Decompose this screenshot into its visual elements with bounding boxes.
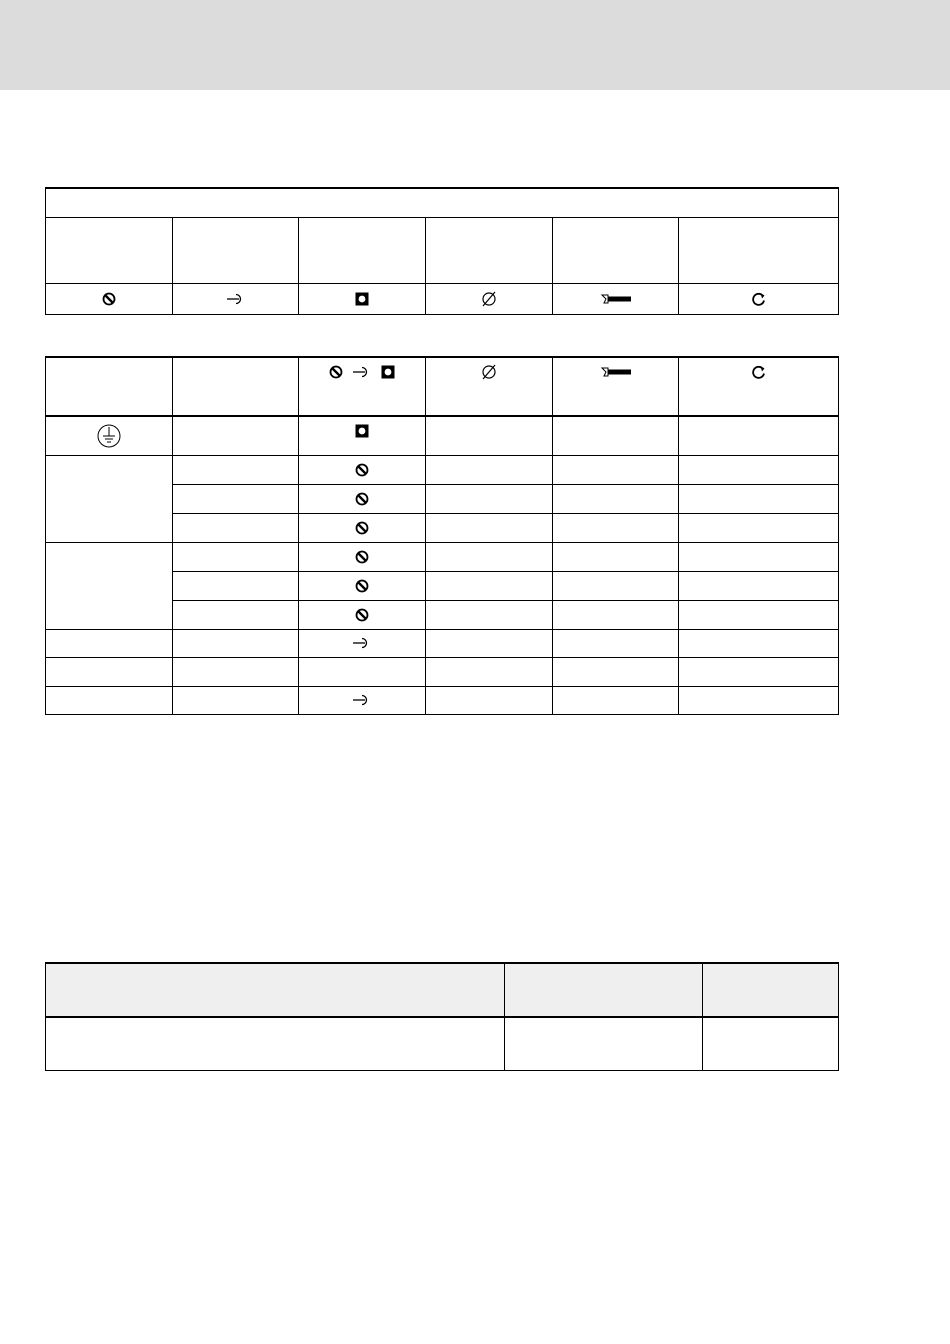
- legend-caption: [46, 188, 839, 217]
- screw-slotted-icon: [355, 550, 369, 564]
- group-b-cell: [46, 542, 173, 629]
- legend-icon-cell: [173, 283, 299, 314]
- torque-icon: [751, 291, 767, 307]
- square-terminal-icon: [381, 365, 395, 379]
- spec-cell: [426, 657, 553, 686]
- spec-icon-cell: [299, 484, 426, 513]
- legend-icon-cell: [299, 283, 426, 314]
- screw-slotted-icon: [102, 292, 116, 306]
- spec-cell: [553, 629, 679, 657]
- spec-cell: [426, 455, 553, 484]
- screw-slotted-icon: [355, 492, 369, 506]
- ground-cell: [46, 416, 173, 455]
- spec-cell: [46, 629, 173, 657]
- screw-slotted-icon: [355, 521, 369, 535]
- spec-cell: [46, 657, 173, 686]
- spec-cell: [679, 571, 839, 600]
- screw-slotted-icon: [355, 463, 369, 477]
- spec-cell: [679, 629, 839, 657]
- spec-cell: [553, 571, 679, 600]
- spec-header-cell: [46, 357, 173, 416]
- spec-header-torque-cell: [679, 357, 839, 416]
- summary-table: [45, 962, 839, 1071]
- spec-cell: [426, 416, 553, 455]
- spec-cell: [173, 513, 299, 542]
- legend-header-cell: [173, 217, 299, 283]
- spec-cell: [553, 455, 679, 484]
- legend-header-cell: [46, 217, 173, 283]
- spec-cell: [553, 542, 679, 571]
- spec-icon-cell: [299, 416, 426, 455]
- summary-header-cell: [505, 963, 703, 1017]
- arrow-insert-icon: [226, 292, 246, 306]
- summary-cell: [703, 1017, 839, 1070]
- arrow-insert-icon: [352, 636, 372, 650]
- spec-header-strip-cell: [553, 357, 679, 416]
- spec-cell: [426, 513, 553, 542]
- spec-cell: [426, 686, 553, 714]
- arrow-insert-icon: [352, 693, 372, 707]
- spec-icon-cell: [299, 629, 426, 657]
- square-terminal-icon: [355, 424, 369, 438]
- spec-cell: [679, 416, 839, 455]
- spec-icon-cell: [299, 600, 426, 629]
- diameter-icon: [481, 364, 497, 380]
- spec-icon-cell: [299, 455, 426, 484]
- spec-cell: [553, 416, 679, 455]
- screw-slotted-icon: [329, 365, 343, 379]
- spec-cell: [426, 542, 553, 571]
- spec-cell: [679, 657, 839, 686]
- terminal-spec-table: [45, 356, 839, 715]
- spec-header-cell: [173, 357, 299, 416]
- square-terminal-icon: [355, 292, 369, 306]
- diameter-icon: [481, 291, 497, 307]
- spec-cell: [553, 513, 679, 542]
- legend-header-cell: [299, 217, 426, 283]
- spec-cell: [679, 542, 839, 571]
- legend-icon-cell: [553, 283, 679, 314]
- symbol-legend-table: [45, 187, 839, 315]
- spec-cell: [173, 571, 299, 600]
- spec-cell: [553, 657, 679, 686]
- spec-icon-cell: [299, 513, 426, 542]
- spec-cell: [679, 484, 839, 513]
- summary-cell: [505, 1017, 703, 1070]
- summary-header-cell: [46, 963, 505, 1017]
- legend-icon-cell: [426, 283, 553, 314]
- spec-cell: [173, 455, 299, 484]
- spec-cell: [553, 686, 679, 714]
- spec-icon-cell: [299, 571, 426, 600]
- group-a-cell: [46, 455, 173, 542]
- spec-cell: [553, 484, 679, 513]
- spec-icon-cell: [299, 686, 426, 714]
- spec-cell: [173, 686, 299, 714]
- spec-cell: [679, 455, 839, 484]
- spec-cell: [426, 571, 553, 600]
- spec-cell: [679, 513, 839, 542]
- strip-length-icon: [600, 365, 632, 379]
- legend-icon-cell: [46, 283, 173, 314]
- ground-icon: [96, 423, 122, 449]
- torque-icon: [751, 364, 767, 380]
- spec-cell: [426, 629, 553, 657]
- arrow-insert-icon: [352, 365, 372, 379]
- legend-header-cell: [679, 217, 839, 283]
- spec-header-diameter-cell: [426, 357, 553, 416]
- spec-cell: [173, 416, 299, 455]
- strip-length-icon: [600, 292, 632, 306]
- spec-cell: [173, 657, 299, 686]
- screw-slotted-icon: [355, 608, 369, 622]
- summary-cell: [46, 1017, 505, 1070]
- spec-cell: [679, 600, 839, 629]
- spec-header-connection-cell: [299, 357, 426, 416]
- spec-cell: [173, 600, 299, 629]
- spec-cell: [173, 542, 299, 571]
- legend-header-cell: [426, 217, 553, 283]
- spec-cell: [173, 629, 299, 657]
- page-header-band: [0, 0, 950, 90]
- spec-cell: [426, 484, 553, 513]
- spec-cell: [299, 657, 426, 686]
- legend-icon-cell: [679, 283, 839, 314]
- spec-cell: [426, 600, 553, 629]
- spec-cell: [679, 686, 839, 714]
- screw-slotted-icon: [355, 579, 369, 593]
- spec-icon-cell: [299, 542, 426, 571]
- spec-cell: [553, 600, 679, 629]
- spec-cell: [46, 686, 173, 714]
- legend-header-cell: [553, 217, 679, 283]
- summary-header-cell: [703, 963, 839, 1017]
- spec-cell: [173, 484, 299, 513]
